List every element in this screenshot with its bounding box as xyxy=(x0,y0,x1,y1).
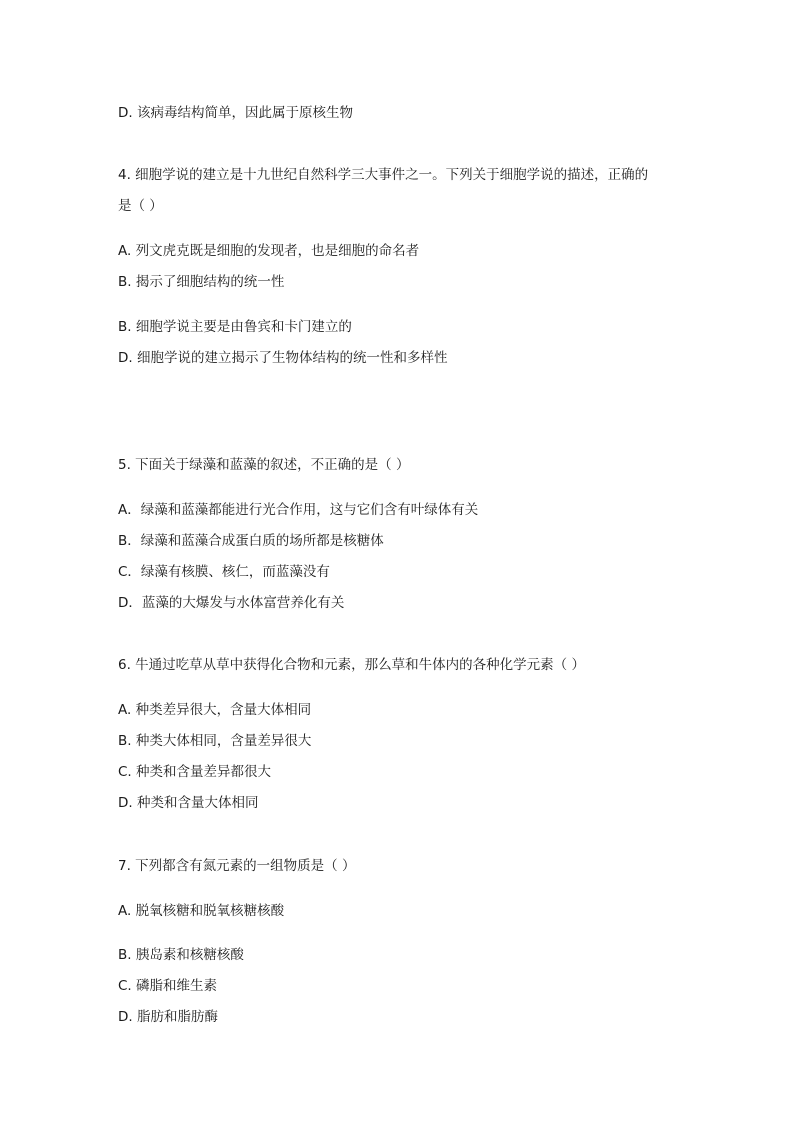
q7-option-b: B. 胰岛素和核糖核酸 xyxy=(118,947,244,963)
q3-option-d: D. 该病毒结构简单，因此属于原核生物 xyxy=(118,105,353,121)
q6-option-a: A. 种类差异很大，含量大体相同 xyxy=(118,702,312,718)
q6-option-c: C. 种类和含量差异都很大 xyxy=(118,764,272,780)
q5-option-c: C．绿藻有核膜、核仁，而蓝藻没有 xyxy=(118,564,330,580)
q4-stem-line2: 是（ ） xyxy=(118,198,163,214)
q6-option-d: D. 种类和含量大体相同 xyxy=(118,795,259,811)
q5-stem: 5. 下面关于绿藻和蓝藻的叙述，不正确的是（ ） xyxy=(118,457,410,473)
q4-option-d: D. 细胞学说的建立揭示了生物体结构的统一性和多样性 xyxy=(118,350,448,366)
q4-option-b: B. 揭示了细胞结构的统一性 xyxy=(118,274,285,290)
q6-option-b: B. 种类大体相同，含量差异很大 xyxy=(118,733,312,749)
q4-option-a: A. 列文虎克既是细胞的发现者，也是细胞的命名者 xyxy=(118,243,420,259)
q7-option-a: A. 脱氧核糖和脱氧核糖核酸 xyxy=(118,903,285,919)
q4-option-b2: B. 细胞学说主要是由鲁宾和卡门建立的 xyxy=(118,319,352,335)
q5-option-d: D．蓝藻的大爆发与水体富营养化有关 xyxy=(118,595,345,611)
q6-stem: 6. 牛通过吃草从草中获得化合物和元素，那么草和牛体内的各种化学元素（ ） xyxy=(118,657,585,673)
q5-option-a: A．绿藻和蓝藻都能进行光合作用，这与它们含有叶绿体有关 xyxy=(118,502,479,518)
q5-option-b: B．绿藻和蓝藻合成蛋白质的场所都是核糖体 xyxy=(118,533,384,549)
q7-stem: 7. 下列都含有氮元素的一组物质是（ ） xyxy=(118,858,356,874)
q7-option-c: C. 磷脂和维生素 xyxy=(118,978,218,994)
q7-option-d: D. 脂肪和脂肪酶 xyxy=(118,1009,218,1025)
q4-stem-line1: 4. 细胞学说的建立是十九世纪自然科学三大事件之一。下列关于细胞学说的描述，正确的 xyxy=(118,167,649,183)
